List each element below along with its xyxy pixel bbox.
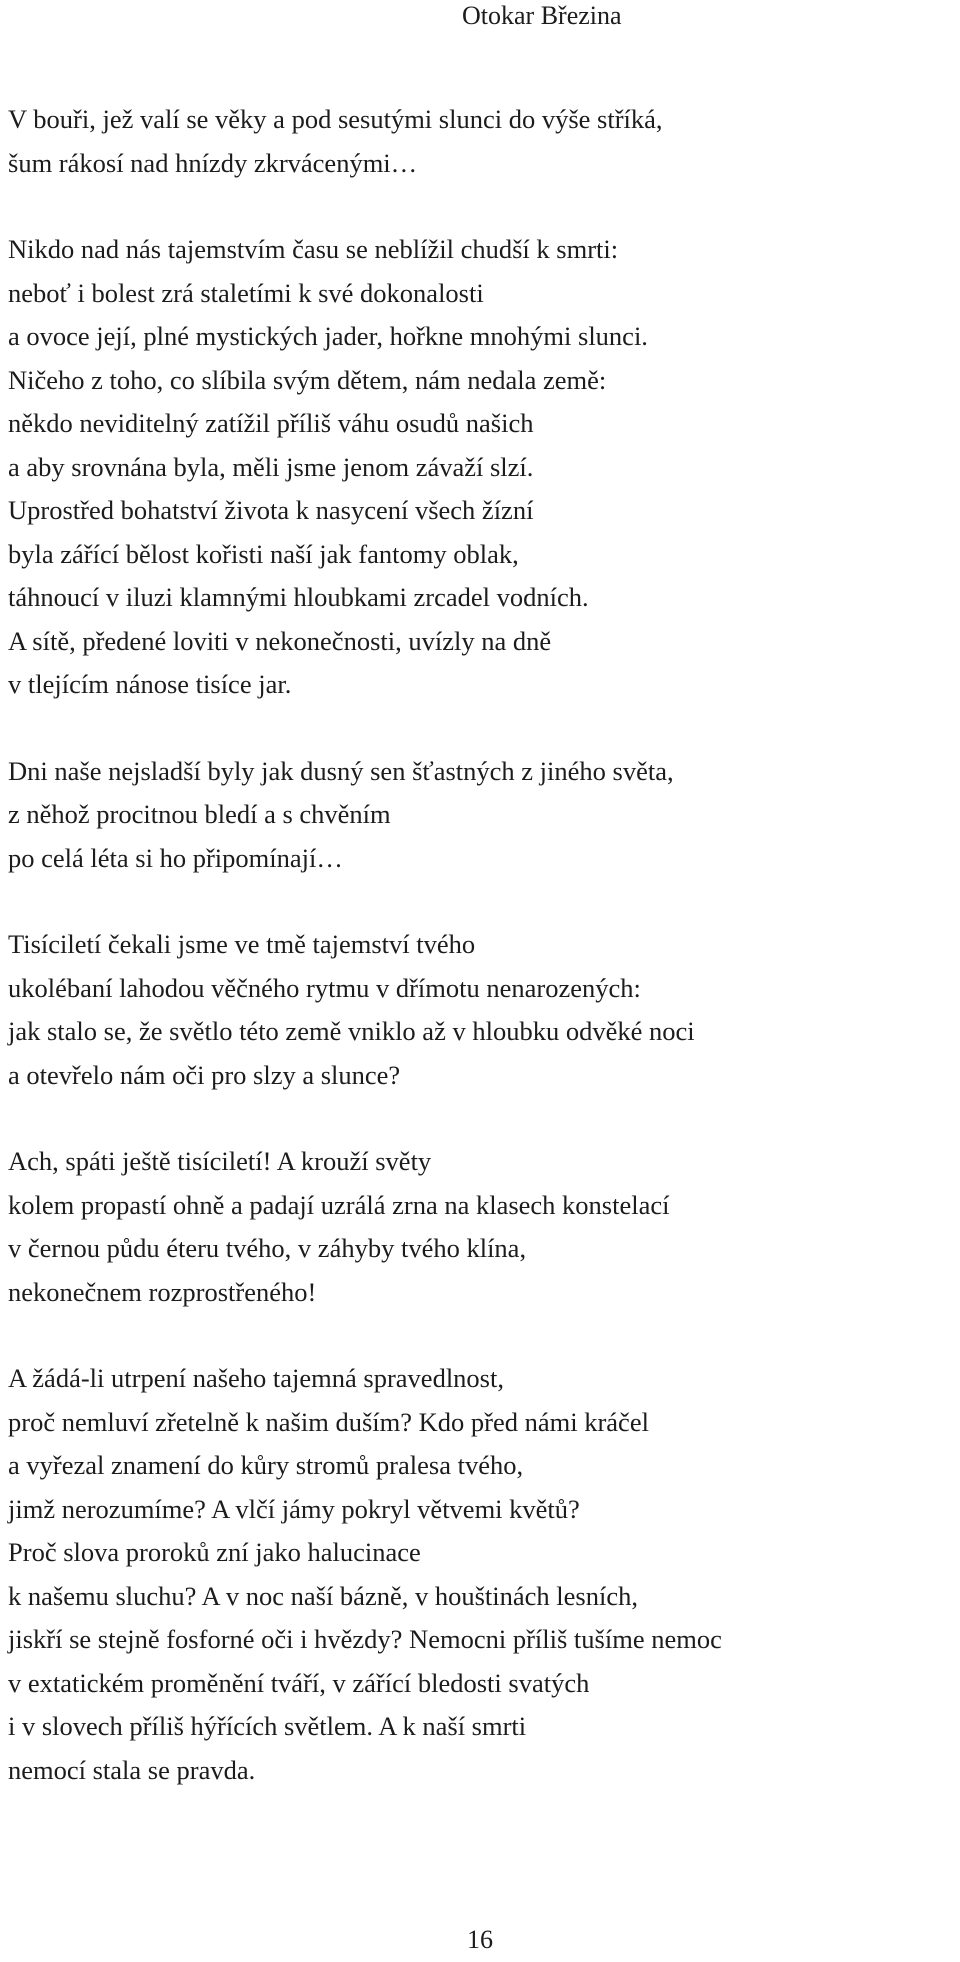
stanza: [8, 750, 956, 881]
stanza: [8, 98, 956, 185]
stanza: [8, 1140, 956, 1314]
poem-line: neboť i bolest zrá staletími k své dokonalosti: [8, 277, 484, 308]
poem-line: a otevřelo nám oči pro slzy a slunce?: [8, 1059, 401, 1090]
poem-line: v extatickém proměnění tváří, v zářící bledosti svatých: [8, 1667, 590, 1698]
poem-line: Proč slova proroků zní jako halucinace: [8, 1537, 421, 1567]
poem-line: po celá léta si ho připomínají…: [8, 842, 343, 873]
poem-line: z něhož procitnou bledí a s chvěním: [8, 799, 391, 829]
poem-line: Nikdo nad nás tajemstvím času se neblížil chudší k smrti:: [8, 234, 619, 264]
running-header-author: Otokar Březina: [462, 1, 622, 30]
poem-line: Tisíciletí čekali jsme ve tmě tajemství tvého: [8, 929, 476, 959]
poem-line: Dni naše nejsladší byly jak dusný sen šťastných z jiného světa,: [8, 755, 674, 786]
stanza: [8, 923, 956, 1097]
poem-line: Ničeho z toho, co slíbila svým dětem, nám nedala země:: [8, 364, 607, 395]
poem-line: V bouři, jež valí se věky a pod sesutými slunci do výše stříká,: [8, 104, 663, 134]
poem-line: A sítě, předené loviti v nekonečnosti, uvízly na dně: [8, 625, 552, 656]
poem-line: jak stalo se, že světlo této země vniklo až v hloubku odvěké noci: [8, 1016, 695, 1046]
poem-line: a ovoce její, plné mystických jader, hořkne mnohými slunci.: [8, 321, 648, 351]
poem-line: nekonečnem rozprostřeného!: [8, 1276, 317, 1307]
poem-line: někdo neviditelný zatížil příliš váhu osudů našich: [8, 408, 534, 438]
poem-line: táhnoucí v iluzi klamnými hloubkami zrcadel vodních.: [8, 582, 589, 612]
stanza: [8, 1357, 956, 1792]
poem-line: A žádá-li utrpení našeho tajemná spravedlnost,: [8, 1363, 504, 1393]
stanza: [8, 228, 956, 707]
poem-line: kolem propastí ohně a padají uzrálá zrna na klasech konstelací: [8, 1189, 670, 1220]
poem-body: [8, 98, 956, 1835]
page-number: 16: [467, 1925, 493, 1954]
poem-line: i v slovech příliš hýřících světlem. A k naší smrti: [8, 1711, 527, 1741]
poem-line: a vyřezal znamení do kůry stromů pralesa tvého,: [8, 1450, 524, 1480]
poem-line: v černou půdu éteru tvého, v záhyby tvého klína,: [8, 1233, 527, 1263]
poem-line: jiskří se stejně fosforné oči i hvězdy? Nemocni příliš tušíme nemoc: [8, 1624, 722, 1654]
poem-line: Ach, spáti ještě tisíciletí! A krouží světy: [8, 1146, 432, 1176]
poem-line: proč nemluví zřetelně k našim duším? Kdo před námi kráčel: [8, 1406, 649, 1437]
poem-line: Uprostřed bohatství života k nasycení všech žízní: [8, 495, 534, 525]
poem-line: šum rákosí nad hnízdy zkrvácenými…: [8, 147, 418, 178]
poem-line: ukolébaní lahodou věčného rytmu v dřímotu nenarozených:: [8, 972, 641, 1003]
poem-line: nemocí stala se pravda.: [8, 1754, 256, 1785]
poem-line: v tlejícím nánose tisíce jar.: [8, 669, 292, 699]
poem-line: byla zářící bělost kořisti naší jak fantomy oblak,: [8, 538, 519, 569]
poem-line: a aby srovnána byla, měli jsme jenom závaží slzí.: [8, 451, 534, 482]
poem-line: jimž nerozumíme? A vlčí jámy pokryl větvemi květů?: [8, 1493, 580, 1524]
poem-line: k našemu sluchu? A v noc naší bázně, v houštinách lesních,: [8, 1580, 638, 1611]
